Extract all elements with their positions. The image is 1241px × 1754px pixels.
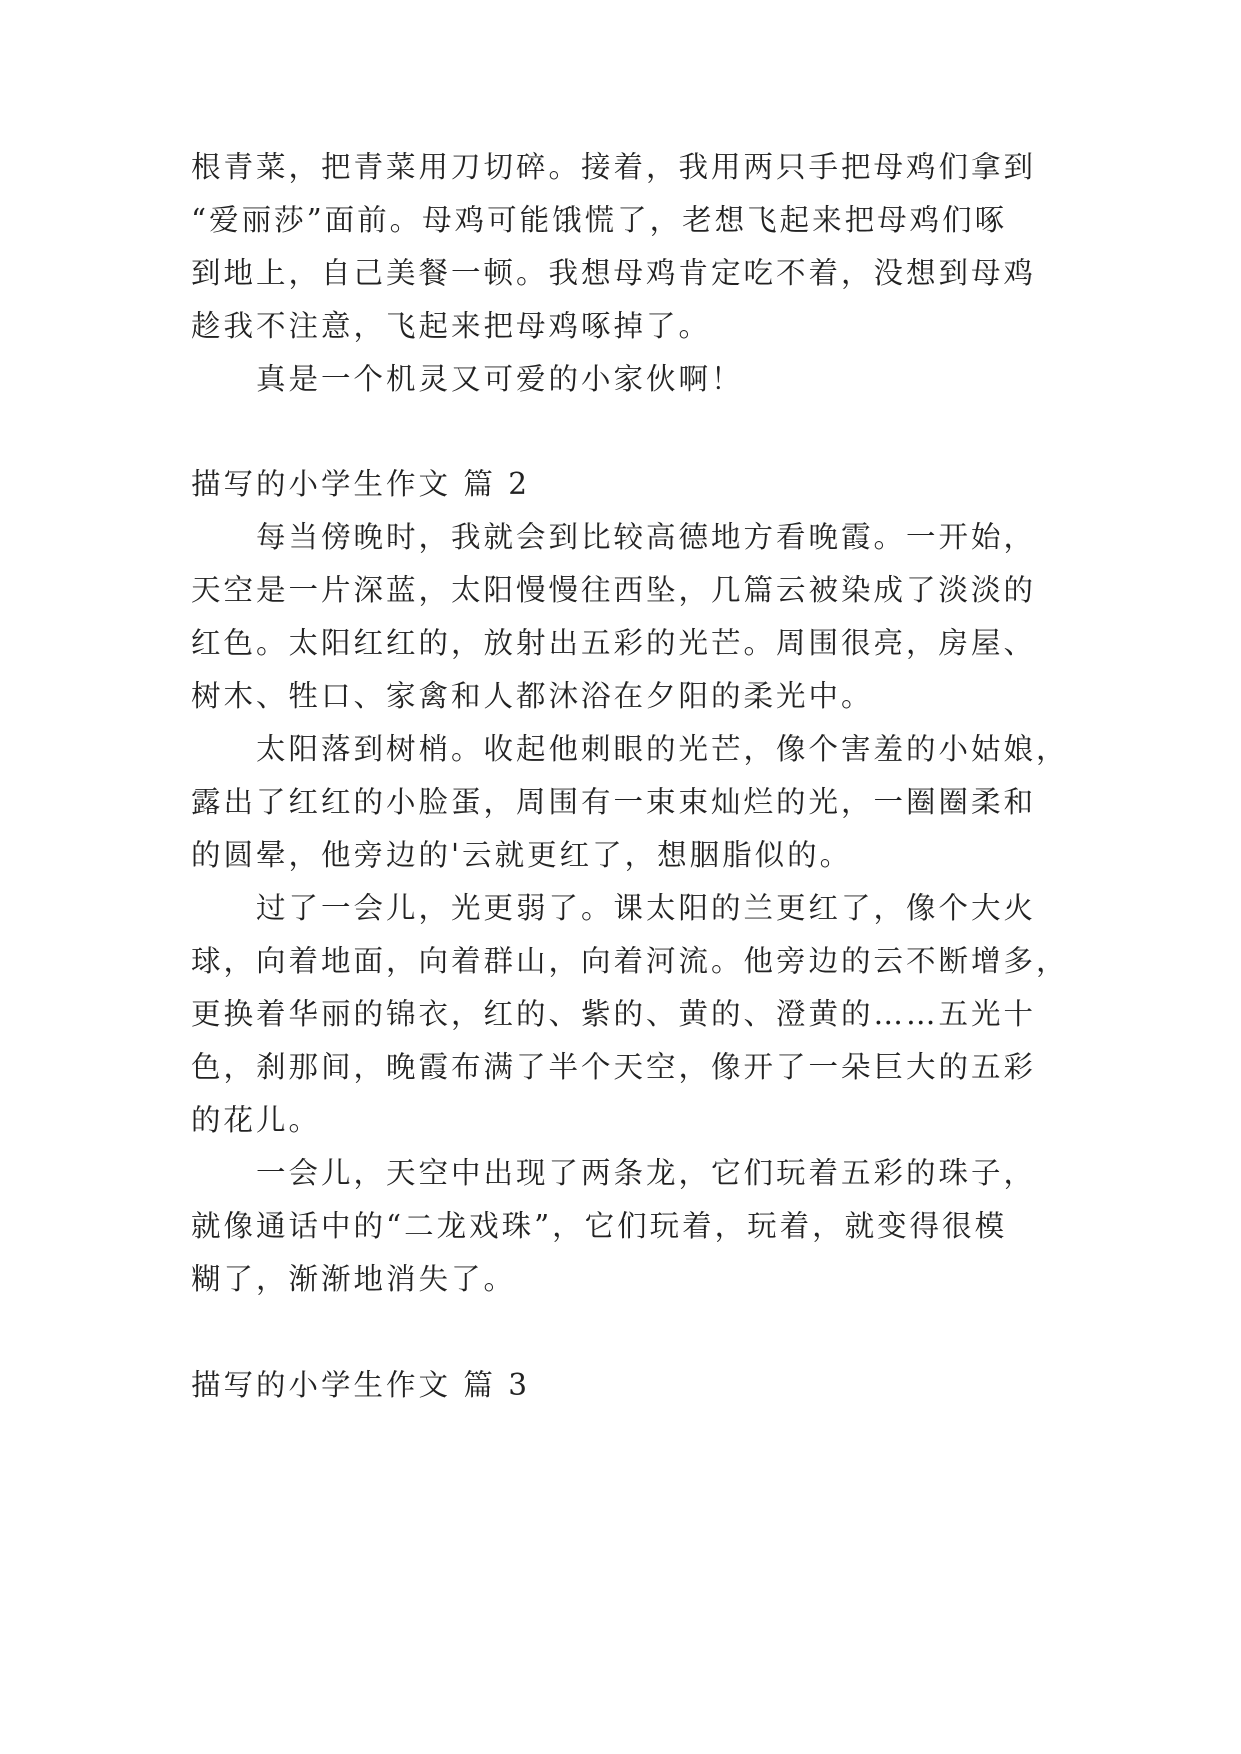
paragraph-line: 糊了，渐渐地消失了。 bbox=[191, 1262, 517, 1296]
paragraph-line: 趁我不注意，飞起来把母鸡啄掉了。 bbox=[191, 309, 712, 343]
paragraph-line: 红色。太阳红红的，放射出五彩的光芒。周围很亮，房屋、 bbox=[191, 626, 1037, 660]
paragraph-line: 过了一会儿，光更弱了。课太阳的兰更红了，像个大火 bbox=[256, 891, 1037, 925]
closing-sentence: 真是一个机灵又可爱的小家伙啊！ bbox=[256, 362, 744, 396]
paragraph-line: 就像通话中的“二龙戏珠”，它们玩着，玩着，就变得很模 bbox=[191, 1209, 1008, 1243]
paragraph-line: 球，向着地面，向着群山，向着河流。他旁边的云不断增多， bbox=[191, 944, 1069, 978]
paragraph-line: 根青菜，把青菜用刀切碎。接着，我用两只手把母鸡们拿到 bbox=[191, 150, 1037, 184]
paragraph-line: “爱丽莎”面前。母鸡可能饿慌了，老想飞起来把母鸡们啄 bbox=[191, 203, 1008, 237]
paragraph-line: 天空是一片深蓝，太阳慢慢往西坠，几篇云被染成了淡淡的 bbox=[191, 573, 1037, 607]
section-heading-3: 描写的小学生作文 篇 3 bbox=[191, 1368, 531, 1402]
paragraph-line: 露出了红红的小脸蛋，周围有一束束灿烂的光，一圈圈柔和 bbox=[191, 785, 1037, 819]
paragraph-line: 色，刹那间，晚霞布满了半个天空，像开了一朵巨大的五彩 bbox=[191, 1050, 1037, 1084]
paragraph-line: 太阳落到树梢。收起他刺眼的光芒，像个害羞的小姑娘， bbox=[256, 732, 1069, 766]
paragraph-line: 一会儿，天空中出现了两条龙，它们玩着五彩的珠子， bbox=[256, 1156, 1037, 1190]
paragraph-line: 更换着华丽的锦衣，红的、紫的、黄的、澄黄的……五光十 bbox=[191, 997, 1037, 1031]
section-heading-2: 描写的小学生作文 篇 2 bbox=[191, 467, 531, 501]
paragraph-line: 每当傍晚时，我就会到比较高德地方看晚霞。一开始， bbox=[256, 520, 1037, 554]
paragraph-line: 的花儿。 bbox=[191, 1103, 322, 1137]
paragraph-line: 到地上，自己美餐一顿。我想母鸡肯定吃不着，没想到母鸡 bbox=[191, 256, 1037, 290]
paragraph-line: 树木、牲口、家禽和人都沐浴在夕阳的柔光中。 bbox=[191, 679, 874, 713]
paragraph-line: 的圆晕，他旁边的'云就更红了，想胭脂似的。 bbox=[191, 838, 853, 872]
